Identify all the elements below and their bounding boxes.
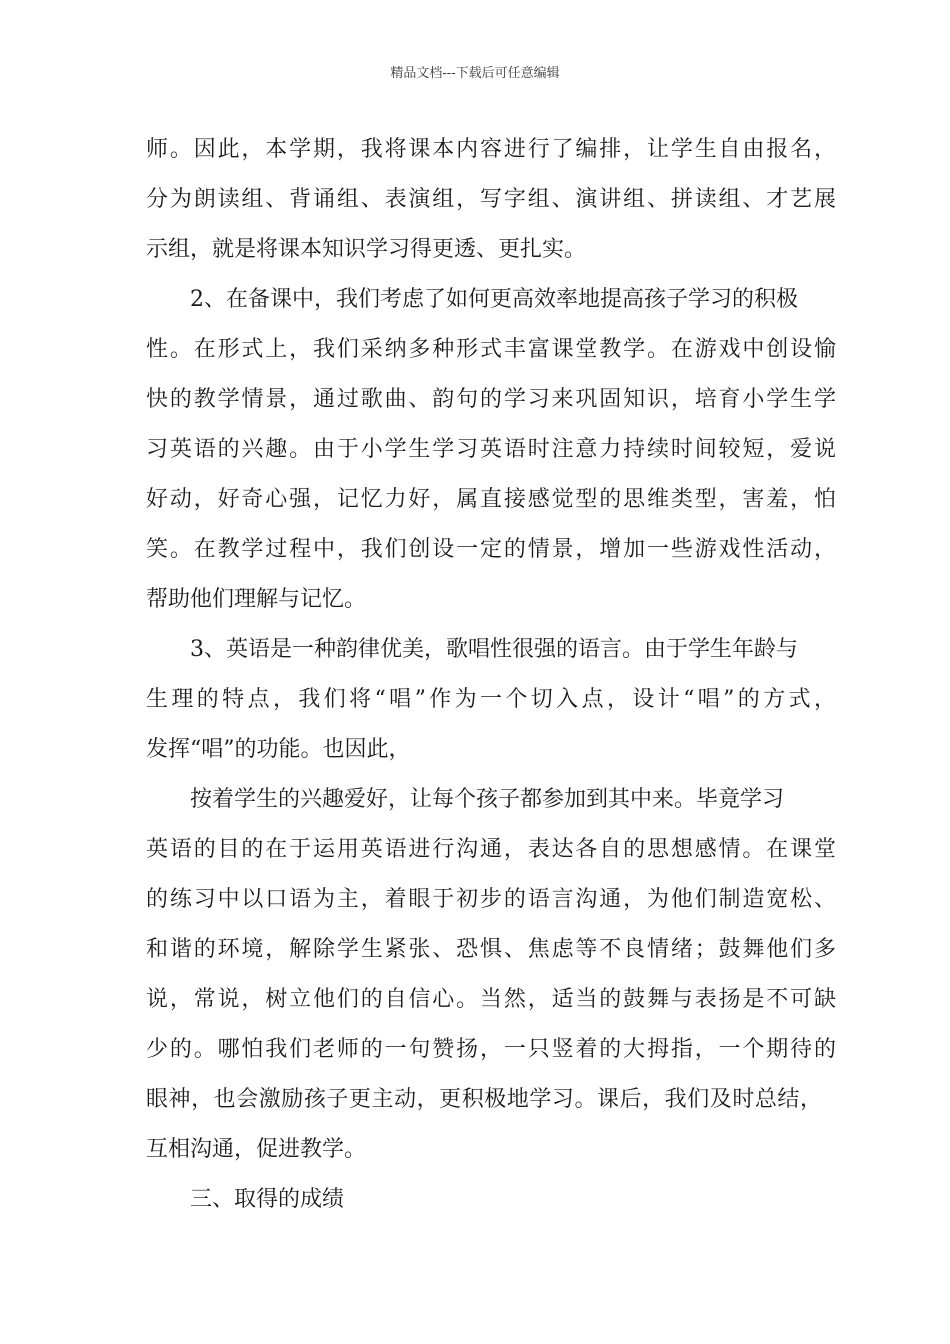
text-line-3: 示组，就是将课本知识学习得更透、更扎实。 — [146, 237, 587, 262]
text-line-1: 师。因此，本学期，我将课本内容进行了编排，让学生自由报名， — [146, 137, 836, 162]
text-line-16: 的练习中以口语为主，着眼于初步的语言沟通，为他们制造宽松、 — [146, 887, 836, 912]
text-line-4: 2、在备课中，我们考虑了如何更高效率地提高孩子学习的积极 — [190, 287, 798, 312]
text-line-14: 按着学生的兴趣爱好，让每个孩子都参加到其中来。毕竟学习 — [190, 787, 785, 812]
text-line-20: 眼神，也会激励孩子更主动，更积极地学习。课后，我们及时总结， — [146, 1087, 822, 1112]
text-line-12: 生理的特点，我们将“唱”作为一个切入点，设计“唱”的方式， — [146, 687, 836, 712]
page-header: 精品文档---下载后可任意编辑 — [390, 66, 560, 81]
text-line-7: 习英语的兴趣。由于小学生学习英语时注意力持续时间较短，爱说 — [146, 437, 836, 462]
text-line-5: 性。在形式上，我们采纳多种形式丰富课堂教学。在游戏中创设愉 — [146, 337, 836, 362]
text-line-15: 英语的目的在于运用英语进行沟通，表达各自的思想感情。在课堂 — [146, 837, 836, 862]
text-line-21: 互相沟通，促进教学。 — [146, 1137, 367, 1162]
text-line-6: 快的教学情景，通过歌曲、韵句的学习来巩固知识，培育小学生学 — [146, 387, 836, 412]
text-line-19: 少的。哪怕我们老师的一句赞扬，一只竖着的大拇指，一个期待的 — [146, 1037, 836, 1062]
section-heading-achievements: 三、取得的成绩 — [190, 1187, 345, 1212]
text-line-8: 好动，好奇心强，记忆力好，属直接感觉型的思维类型，害羞，怕 — [146, 487, 836, 512]
text-line-13: 发挥“唱”的功能。也因此， — [146, 737, 411, 762]
text-line-17: 和谐的环境，解除学生紧张、恐惧、焦虑等不良情绪；鼓舞他们多 — [146, 937, 836, 962]
text-line-10: 帮助他们理解与记忆。 — [146, 587, 367, 612]
text-line-11: 3、英语是一种韵律优美，歌唱性很强的语言。由于学生年龄与 — [190, 637, 798, 662]
text-line-9: 笑。在教学过程中，我们创设一定的情景，增加一些游戏性活动， — [146, 537, 836, 562]
text-line-2: 分为朗读组、背诵组、表演组，写字组、演讲组、拼读组、才艺展 — [146, 187, 836, 212]
text-line-18: 说，常说，树立他们的自信心。当然，适当的鼓舞与表扬是不可缺 — [146, 987, 836, 1012]
